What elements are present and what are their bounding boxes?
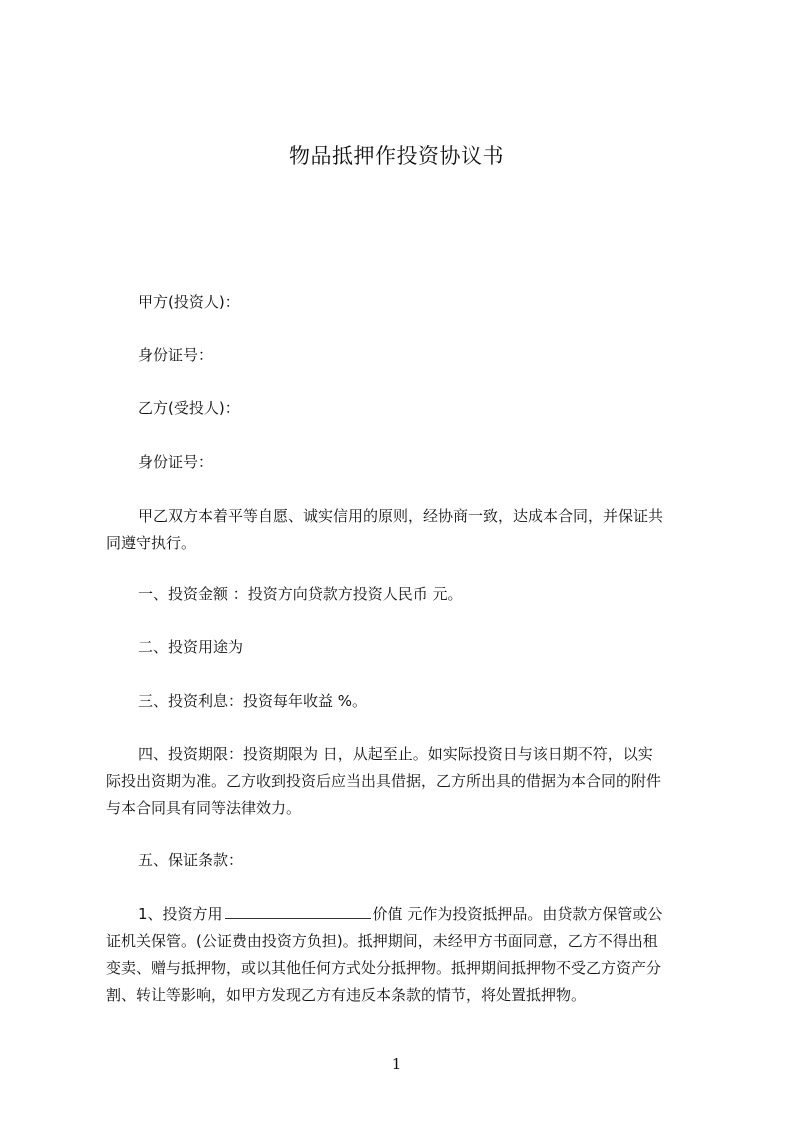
party-b-label: 乙方(受投人)： — [138, 399, 240, 417]
clause-3: 三、投资利息：投资每年收益 %。 — [138, 692, 368, 710]
party-a-label: 甲方(投资人)： — [138, 293, 240, 311]
clause-5-item-1-line: 证机关保管。(公证费由投资方负担)。抵押期间，未经甲方书面同意，乙方不得出租 — [106, 932, 658, 950]
preamble-line: 同遵守执行。 — [106, 534, 197, 552]
clause-4-line: 四、投资期限：投资期限为 日，从起至止。如实际投资日与该日期不符，以实 — [138, 745, 653, 763]
preamble-line: 甲乙双方本着平等自愿、诚实信用的原则，经协商一致，达成本合同，并保证共 — [138, 507, 664, 525]
clause-1: 一、投资金额 ：投资方向贷款方投资人民币 元。 — [138, 585, 463, 603]
preamble-paragraph — [106, 503, 706, 557]
document-title: 物品抵押作投资协议书 — [289, 144, 504, 168]
clause-4-line: 与本合同具有同等法律效力。 — [106, 799, 302, 817]
party-b-id-label: 身份证号： — [138, 453, 214, 471]
clause-4-paragraph — [106, 741, 706, 822]
clause-5-heading: 五、保证条款： — [138, 851, 244, 869]
party-a-id-label: 身份证号： — [138, 346, 214, 364]
clause-5-item-1-line — [106, 901, 706, 928]
clause-4-line: 际投出资期为准。乙方收到投资后应当出具借据，乙方所出具的借据为本合同的附件 — [106, 772, 662, 790]
clause-5-item-1-prefix: 1、投资方用 — [138, 905, 223, 923]
clause-5-item-1-paragraph — [106, 901, 706, 1009]
page-number: 1 — [391, 1055, 402, 1073]
clause-2: 二、投资用途为 — [138, 638, 244, 656]
blank-underline — [225, 903, 371, 919]
clause-5-item-1-line: 变卖、赠与抵押物，或以其他任何方式处分抵押物。抵押期间抵押物不受乙方资产分 — [106, 959, 662, 977]
clause-5-item-1-line: 割、转让等影响，如甲方发现乙方有违反本条款的情节，将处置抵押物。 — [106, 986, 587, 1004]
clause-5-item-1-suffix: 价值 元作为投资抵押品。由贷款方保管或公 — [372, 905, 663, 923]
